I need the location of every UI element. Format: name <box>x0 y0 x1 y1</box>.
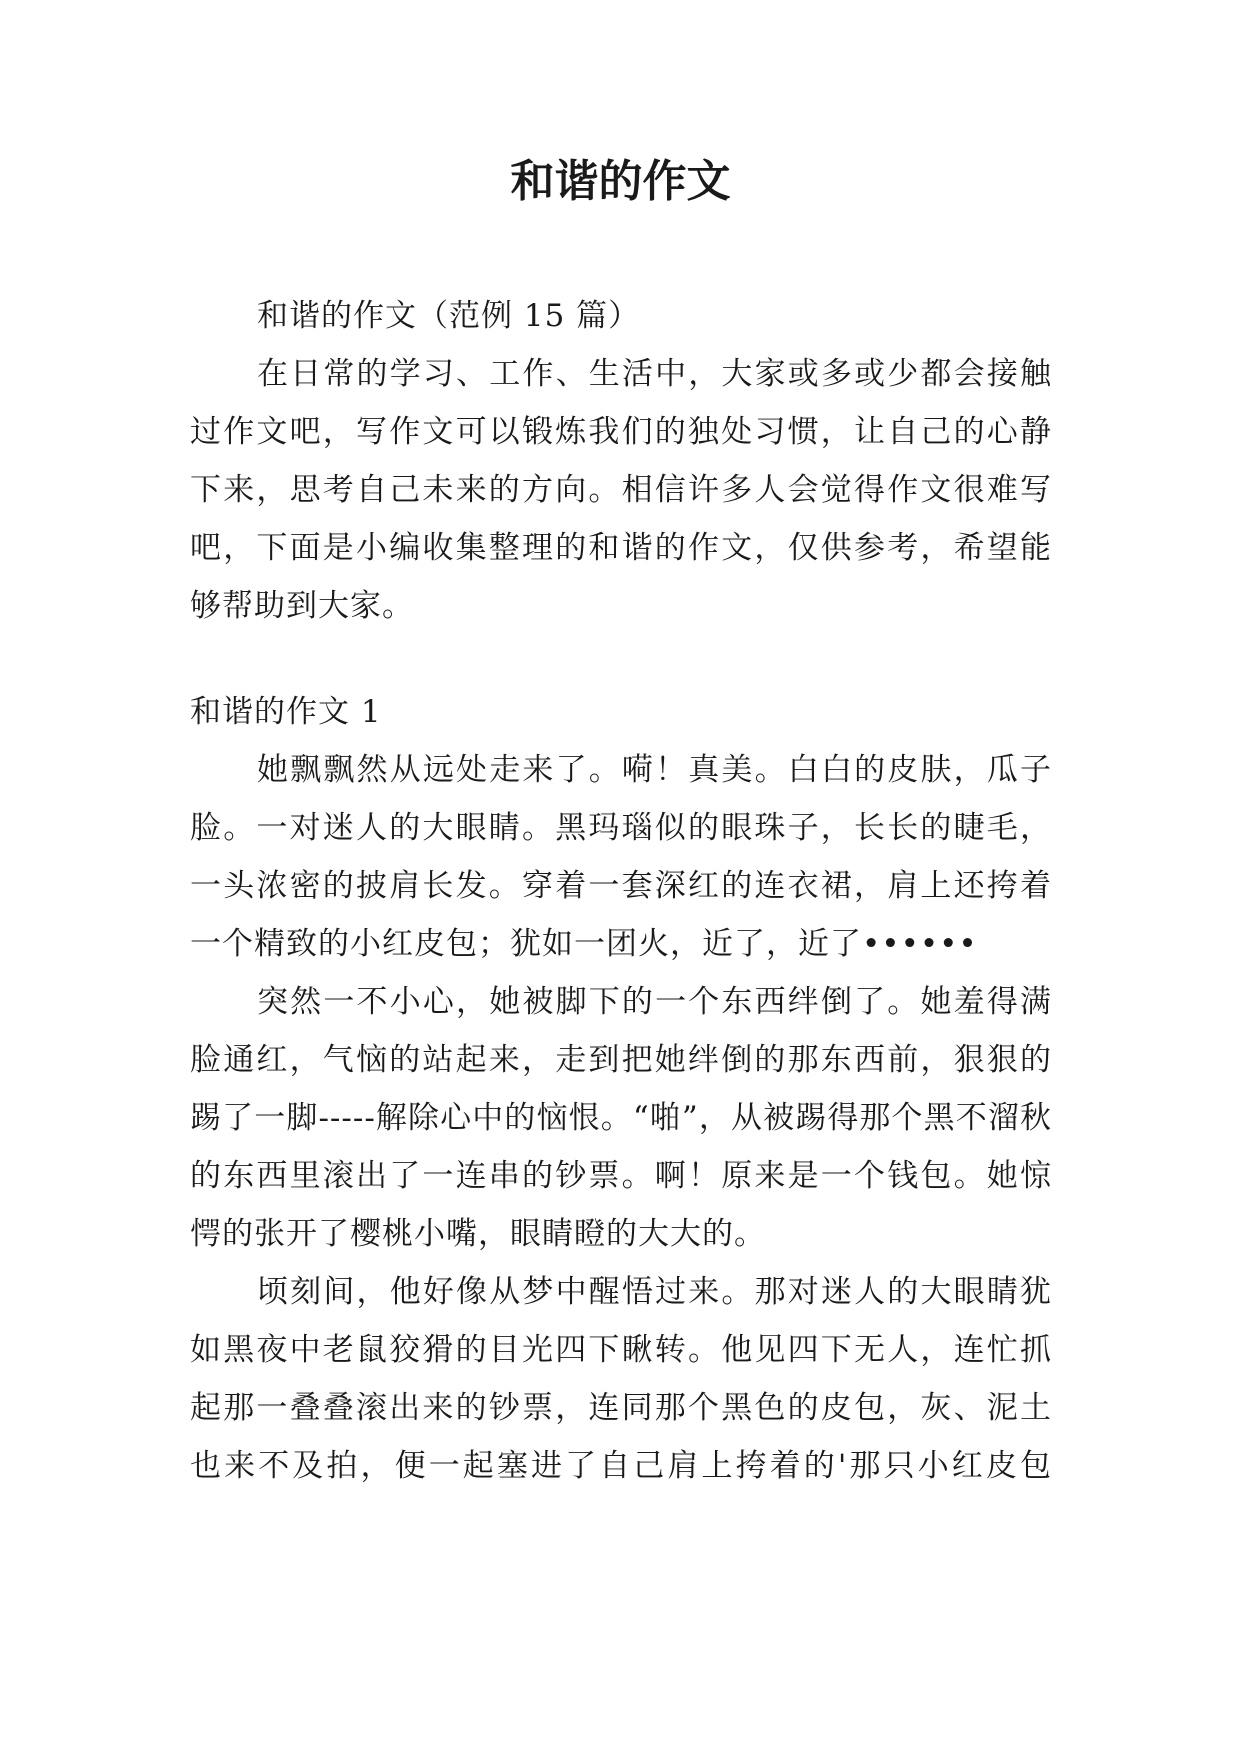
body-paragraph-2: 突然一不小心，她被脚下的一个东西绊倒了。她羞得满脸通红，气恼的站起来，走到把她绊倒的那东西前，狠狠的踢了一脚-----解除心中的恼恨。“啪”，从被踢得那个黑不溜秋的东西里滚出了一连串的钞票。啊！原来是一个钱包。她惊愕的张开了樱桃小嘴，眼睛瞪的大大的。 <box>190 984 1052 1252</box>
intro-paragraph: 在日常的学习、工作、生活中，大家或多或少都会接触过作文吧，写作文可以锻炼我们的独处习惯，让自己的心静下来，思考自己未来的方向。相信许多人会觉得作文很难写吧，下面是小编收集整理的和谐的作文，仅供参考，希望能够帮助到大家。 <box>190 356 1052 624</box>
body-paragraph-3: 顷刻间，他好像从梦中醒悟过来。那对迷人的大眼睛犹如黑夜中老鼠狡猾的目光四下瞅转。他见四下无人，连忙抓起那一叠叠滚出来的钞票，连同那个黑色的皮包，灰、泥土也来不及拍，便一起塞进了自己肩上挎着的'那只小红皮包 <box>190 1274 1052 1484</box>
section-heading: 和谐的作文 1 <box>190 694 382 730</box>
body-paragraph-1: 她飘飘然从远处走来了。嗬！真美。白白的皮肤，瓜子脸。一对迷人的大眼睛。黑玛瑙似的眼珠子，长长的睫毛，一头浓密的披肩长发。穿着一套深红的连衣裙，肩上还挎着一个精致的小红皮包；犹如一团火，近了，近了•••••• <box>190 752 1052 962</box>
document-subtitle: 和谐的作文（范例 15 篇） <box>257 298 641 334</box>
document-title: 和谐的作文 <box>510 156 731 207</box>
section-spacer <box>190 635 1052 683</box>
document-body <box>190 287 1052 1495</box>
